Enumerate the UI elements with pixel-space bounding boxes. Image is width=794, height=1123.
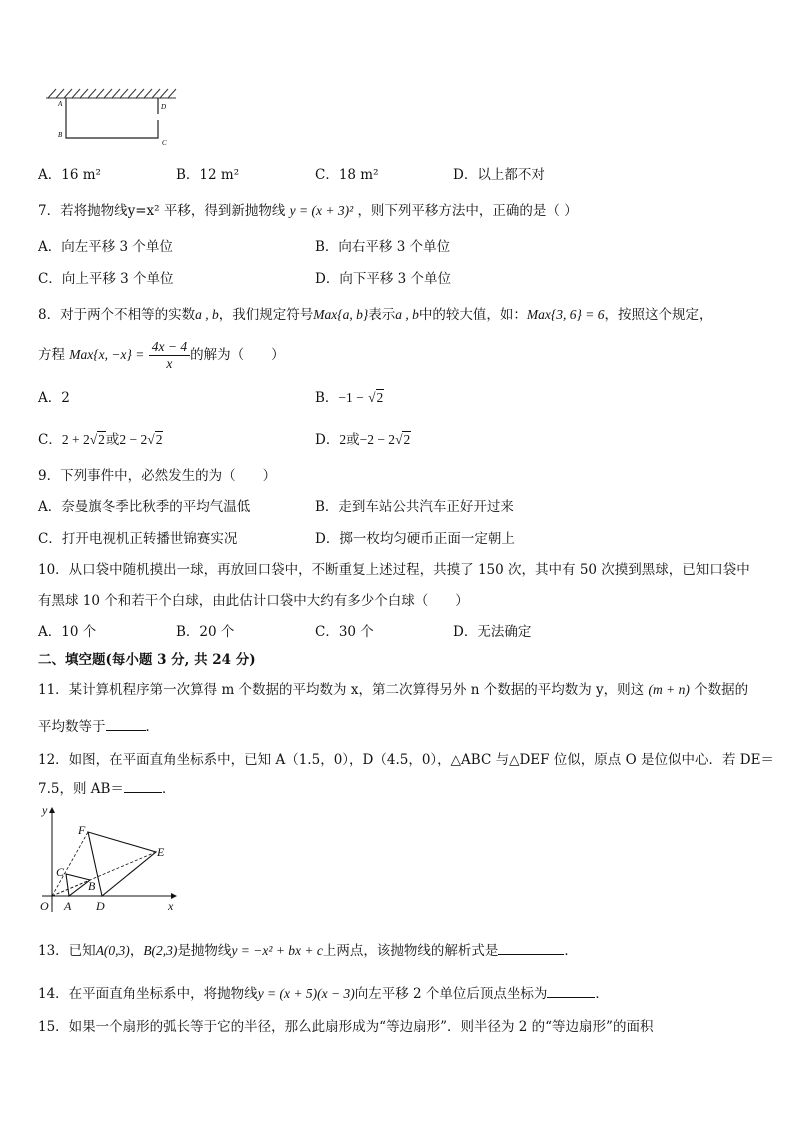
q8-math-4: Max{3, 6} = 6 xyxy=(526,307,605,322)
sqrt-sign-icon: √ xyxy=(147,432,155,447)
q7-stem-math: y = (x + 3)² xyxy=(289,203,354,218)
q8-option-a: A．2 xyxy=(38,390,70,406)
ray-of-to-f xyxy=(52,832,88,896)
q8-text-1: 8．对于两个不相等的实数 xyxy=(38,307,196,323)
q13-text-4: 上两点，该抛物线的解析式是 xyxy=(322,943,499,959)
q11-text-c: 平均数等于 xyxy=(38,719,106,735)
ray-of-to-c-and-b xyxy=(52,880,90,896)
q10-stem-line2: 有黑球 10 个和若干个白球，由此估计口袋中大约有多少个白球（ ） xyxy=(38,593,469,609)
q6-option-a: A．16 m² xyxy=(38,167,101,183)
q8-text-5: ，按照这个规定， xyxy=(604,307,713,323)
q8-fraction-denominator: x xyxy=(166,356,173,371)
q12-line1: 12．如图，在平面直角坐标系中，已知 A（1.5，0），D（4.5，0），△ABC 与△DEF 位似，原点 O 是位似中心．若 DE＝ xyxy=(38,752,774,768)
sqrt-sign-icon: √ xyxy=(368,390,376,405)
q13-math-2: B(2,3) xyxy=(143,943,178,958)
label-c: C xyxy=(56,865,65,879)
q8-fraction xyxy=(149,339,190,372)
q8-math-1: a , b xyxy=(195,307,219,322)
q13-text-2: ， xyxy=(129,943,144,959)
q14-math: y = (x + 5)(x − 3) xyxy=(257,986,355,1001)
q14-answer-blank[interactable] xyxy=(547,983,595,998)
q8-fraction-numerator: 4x − 4 xyxy=(149,339,190,356)
q6-option-d: D．以上都不对 xyxy=(453,167,545,183)
q9-option-c: C．打开电视机正转播世锦赛实况 xyxy=(38,531,238,547)
q7-option-c: C．向上平移 3 个单位 xyxy=(38,271,174,287)
q8-c-label: C． xyxy=(38,432,62,448)
q8-text-6: 方程 xyxy=(38,347,65,363)
q14-text-1: 14．在平面直角坐标系中，将抛物线 xyxy=(38,986,258,1002)
q8-d-math-2: −2 − 2 xyxy=(359,432,396,447)
q11-line1 xyxy=(38,680,748,700)
label-b: B xyxy=(88,879,96,893)
q7-stem-a: 7．若将抛物线y=x² 平移，得到新抛物线 xyxy=(38,203,286,219)
q13-text-1: 13．已知 xyxy=(38,943,96,959)
q12-text: 7.5，则 AB＝ xyxy=(38,781,124,797)
q7-option-b: B．向右平移 3 个单位 xyxy=(315,239,451,255)
q8-d-math-1: 2 xyxy=(339,432,347,447)
sqrt-sign-icon: √ xyxy=(89,432,98,447)
q8-stem-line2 xyxy=(38,336,285,374)
q10-option-b: B．20 个 xyxy=(176,624,235,640)
q11-text-a: 11．某计算机程序第一次算得 m 个数据的平均数为 x，第二次算得另外 n 个数据的平均数为 y，则这 xyxy=(38,682,645,698)
q6-option-b: B．12 m² xyxy=(176,167,240,183)
q9-option-a: A．奈曼旗冬季比秋季的平均气温低 xyxy=(38,499,251,515)
q9-option-d: D．掷一枚均匀硬币正面一定朝上 xyxy=(315,531,515,547)
q13-text-end: ． xyxy=(564,943,578,959)
q8-c-radicand-2: 2 xyxy=(155,432,163,447)
q11-answer-blank[interactable] xyxy=(106,716,146,731)
q8-b-math: −1 − xyxy=(338,390,364,405)
q8-math-3: a , b xyxy=(395,307,419,322)
q12-answer-blank[interactable] xyxy=(124,778,162,793)
label-a: A xyxy=(58,100,63,108)
q10-stem-line1: 10．从口袋中随机摸出一球，再放回口袋中，不断重复上述过程，共摸了 150 次，其中有 50 次摸到黑球，已知口袋中 xyxy=(38,562,750,578)
q7-option-d: D．向下平移 3 个单位 xyxy=(315,271,451,287)
label-o: O xyxy=(40,899,49,913)
section-2-title: 二、填空题(每小题 3 分, 共 24 分) xyxy=(38,652,256,668)
q11-math: (m + n) xyxy=(648,682,690,697)
q12-line2 xyxy=(38,778,175,799)
q11-text-end: ． xyxy=(145,719,159,735)
q13-answer-blank[interactable] xyxy=(498,940,564,955)
q8-c-or: 或 xyxy=(105,432,120,448)
q8-b-label: B． xyxy=(315,390,339,406)
q13-text-3: 是抛物线 xyxy=(177,943,232,959)
q7-option-a: A．向左平移 3 个单位 xyxy=(38,239,173,255)
q8-d-label: D． xyxy=(315,432,340,448)
triangle-abc xyxy=(66,874,90,896)
q15-stem: 15．如果一个扇形的弧长等于它的半径，那么此扇形成为“等边扇形”．则半径为 2 的“等边扇形”的面积 xyxy=(38,1019,654,1035)
rectangle-wall-figure xyxy=(40,84,185,150)
q8-b-radicand: 2 xyxy=(376,390,384,405)
q8-text-2: ，我们规定符号 xyxy=(218,307,314,323)
q13-math-3: y = −x² + bx + c xyxy=(231,943,323,958)
q10-option-d: D．无法确定 xyxy=(453,624,532,640)
label-c: C xyxy=(162,139,167,147)
triangle-def xyxy=(88,832,156,896)
q14-stem xyxy=(38,983,609,1004)
label-a: A xyxy=(64,899,72,913)
q8-math-5: Max{x, −x} = xyxy=(69,347,145,362)
label-x-axis: x xyxy=(168,899,174,913)
q8-text-4: 中的较大值，如： xyxy=(418,307,527,323)
q8-d-or: 或 xyxy=(346,432,360,448)
q8-c-math-2: 2 − 2 xyxy=(119,432,148,447)
q8-option-b xyxy=(315,388,384,408)
q8-text-7: 的解为（ ） xyxy=(190,347,285,363)
q14-text-2: 向左平移 2 个单位后顶点坐标为 xyxy=(354,986,548,1002)
q8-text-3: 表示 xyxy=(368,307,396,323)
q10-option-a: A．10 个 xyxy=(38,624,97,640)
q9-option-b: B．走到车站公共汽车正好开过来 xyxy=(315,499,514,515)
q8-c-math-1: 2 + 2 xyxy=(61,432,90,447)
q11-text-b: 个数据的 xyxy=(694,682,749,698)
fence-rectangle xyxy=(66,98,158,138)
q12-text-end: ． xyxy=(161,781,176,797)
label-d: D xyxy=(161,103,167,111)
q8-option-d xyxy=(315,430,411,450)
label-b: B xyxy=(58,131,63,139)
sqrt-sign-icon: √ xyxy=(395,432,403,447)
q8-d-radicand: 2 xyxy=(403,432,411,447)
similar-triangles-figure xyxy=(36,802,182,916)
wall-hatching xyxy=(46,89,176,98)
q8-option-c xyxy=(38,430,163,450)
label-e: E xyxy=(157,845,165,859)
q13-stem xyxy=(38,940,578,961)
q14-text-end: ． xyxy=(595,986,609,1002)
q7-stem-b: ，则下列平移方法中，正确的是（ ） xyxy=(357,203,578,219)
q11-line2 xyxy=(38,716,159,737)
q13-math-1: A(0,3) xyxy=(95,943,130,958)
q8-c-radicand-1: 2 xyxy=(98,432,105,447)
label-d: D xyxy=(96,899,105,913)
q10-option-c: C．30 个 xyxy=(315,624,374,640)
label-f: F xyxy=(78,823,86,837)
q8-math-2: Max{a, b} xyxy=(313,307,369,322)
q7-stem xyxy=(38,201,578,221)
q9-stem: 9．下列事件中，必然发生的为（ ） xyxy=(38,468,277,484)
label-y-axis: y xyxy=(42,803,48,817)
q6-option-c: C．18 m² xyxy=(315,167,379,183)
q8-stem-line1 xyxy=(38,305,713,325)
